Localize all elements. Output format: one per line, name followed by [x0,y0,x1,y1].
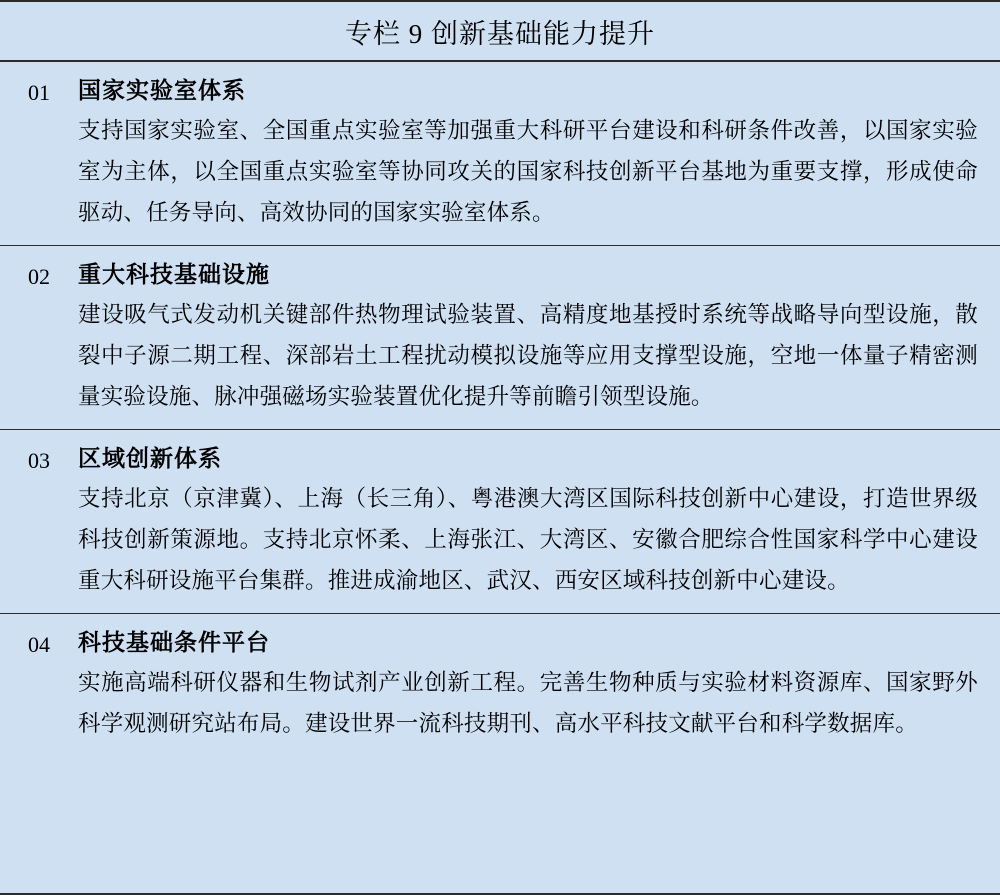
item-text: 实施高端科研仪器和生物试剂产业创新工程。完善生物种质与实验材料资源库、国家野外科学观测研究站布局。建设世界一流科技期刊、高水平科技文献平台和科学数据库。 [78,670,978,736]
item-number: 03 [28,448,50,473]
item-text: 支持国家实验室、全国重点实验室等加强重大科研平台建设和科研条件改善，以国家实验室为主体，以全国重点实验室等协同攻关的国家科技创新平台基地为重要支撑，形成使命驱动、任务导向、高效协同的国家实验室体系。 [78,118,978,225]
list-item [0,430,1000,614]
item-text: 支持北京（京津冀）、上海（长三角）、粤港澳大湾区国际科技创新中心建设，打造世界级科技创新策源地。支持北京怀柔、上海张江、大湾区、安徽合肥综合性国家科学中心建设重大科研设施平台集群。推进成渝地区、武汉、西安区域科技创新中心建设。 [78,486,978,593]
item-body [78,256,1000,417]
box-title: 专栏 9 创新基础能力提升 [0,2,1000,62]
list-item [0,614,1000,756]
item-number: 04 [28,632,50,657]
item-text: 建设吸气式发动机关键部件热物理试验装置、高精度地基授时系统等战略导向型设施，散裂中子源二期工程、深部岩土工程扰动模拟设施等应用支撑型设施，空地一体量子精密测量实验设施、脉冲强磁场实验装置优化提升等前瞻引领型设施。 [78,302,978,409]
list-item [0,246,1000,430]
item-heading: 重大科技基础设施 [78,262,270,287]
item-heading: 国家实验室体系 [78,78,246,103]
item-body [78,72,1000,233]
item-body [78,440,1000,601]
item-body [78,624,1000,744]
list-item [0,62,1000,246]
item-heading: 区域创新体系 [78,446,222,471]
item-number: 01 [28,80,50,105]
item-number: 02 [28,264,50,289]
item-heading: 科技基础条件平台 [78,630,270,655]
